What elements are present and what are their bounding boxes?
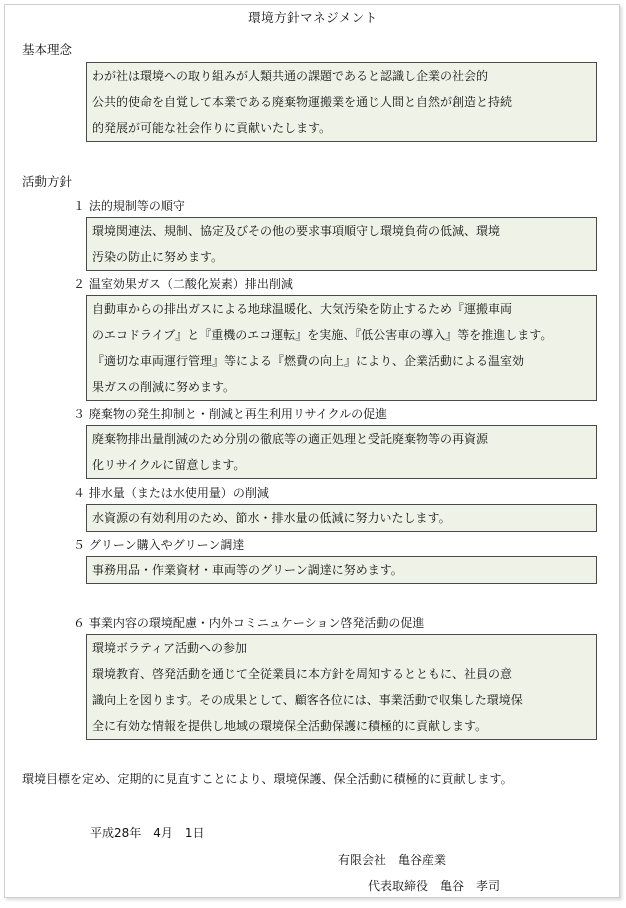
policy-item-4-line: 水資源の有効利用のため、節水・排水量の低減に努力いたします。 xyxy=(92,511,451,525)
policy-item-3-line: 化リサイクルに留意します。 xyxy=(92,458,246,472)
policy-item-3-line: 廃棄物排出量削減のため分別の徹底等の適正処理と受託廃棄物等の再資源 xyxy=(92,432,489,446)
policy-item-6-line: 全に有効な情報を提供し地域の環境保全活動保護に積極的に貢献します。 xyxy=(92,719,488,733)
page-title: 環境方針マネジメント xyxy=(248,10,378,25)
policy-item-1-line: 環境関連法、規制、協定及びその他の要求事項順守し環境負荷の低減、環境 xyxy=(92,224,501,238)
policy-item-2-line: 『適切な車両運行管理』等による『燃費の向上』により、企業活動による温室効 xyxy=(92,354,525,368)
policy-item-6-box xyxy=(86,634,597,740)
policy-item-1-box xyxy=(86,217,597,271)
activity-policy-heading: 活動方針 xyxy=(22,174,73,189)
policy-item-2-line: 果ガスの削減に努めます。 xyxy=(92,380,236,394)
basic-philosophy-box xyxy=(86,62,597,142)
basic-philosophy-line: 的発展が可能な社会作りに貢献いたします。 xyxy=(92,121,332,135)
basic-philosophy-heading: 基本理念 xyxy=(22,42,73,57)
policy-item-5-box xyxy=(86,556,597,584)
policy-item-5-label: ５ グリーン購入やグリーン調達 xyxy=(73,538,245,552)
basic-philosophy-line: わが社は環境への取り組みが人類共通の課題であると認識し企業の社会的 xyxy=(92,69,489,83)
policy-item-1-line: 汚染の防止に努めます。 xyxy=(92,250,224,264)
policy-item-6-line: 環境ボラティア活動への参加 xyxy=(92,641,248,655)
policy-item-3-box xyxy=(86,425,597,479)
representative-name: 代表取締役 亀谷 孝司 xyxy=(368,879,501,893)
policy-item-2-line: 自動車からの排出ガスによる地球温暖化、大気汚染を防止するため『運搬車両 xyxy=(92,302,513,316)
policy-item-2-label: ２ 温室効果ガス（二酸化炭素）排出削減 xyxy=(73,277,293,291)
policy-item-4-box xyxy=(86,504,597,532)
closing-statement: 環境目標を定め、定期的に見直すことにより、環境保護、保全活動に積極的に貢献します。 xyxy=(22,772,513,786)
policy-item-6-line: 識向上を図ります。その成果として、顧客各位には、事業活動で収集した環境保 xyxy=(92,693,523,707)
policy-item-2-box xyxy=(86,295,597,401)
policy-item-5-line: 事務用品・作業資材・車両等のグリーン調達に努めます。 xyxy=(92,563,403,577)
policy-item-3-label: ３ 廃棄物の発生抑制と・削減と再生利用リサイクルの促進 xyxy=(73,407,388,421)
policy-item-2-line: のエコドライブ』と『重機のエコ運転』を実施、『低公害車の導入』等を推進します。 xyxy=(92,328,553,342)
policy-item-1-label: １ 法的規制等の順守 xyxy=(73,199,185,213)
policy-item-6-line: 環境教育、啓発活動を通じて全従業員に本方針を周知するとともに、社員の意 xyxy=(92,667,513,681)
issue-date: 平成28年 4月 1日 xyxy=(90,826,205,840)
basic-philosophy-line: 公共的使命を自覚して本業である廃棄物運搬業を通じ人間と自然が創造と持続 xyxy=(92,95,513,109)
company-name: 有限会社 亀谷産業 xyxy=(338,853,447,867)
policy-item-4-label: ４ 排水量（または水使用量）の削減 xyxy=(73,486,269,500)
policy-item-6-label: ６ 事業内容の環境配慮・内外コミニュケーション啓発活動の促進 xyxy=(73,616,425,630)
